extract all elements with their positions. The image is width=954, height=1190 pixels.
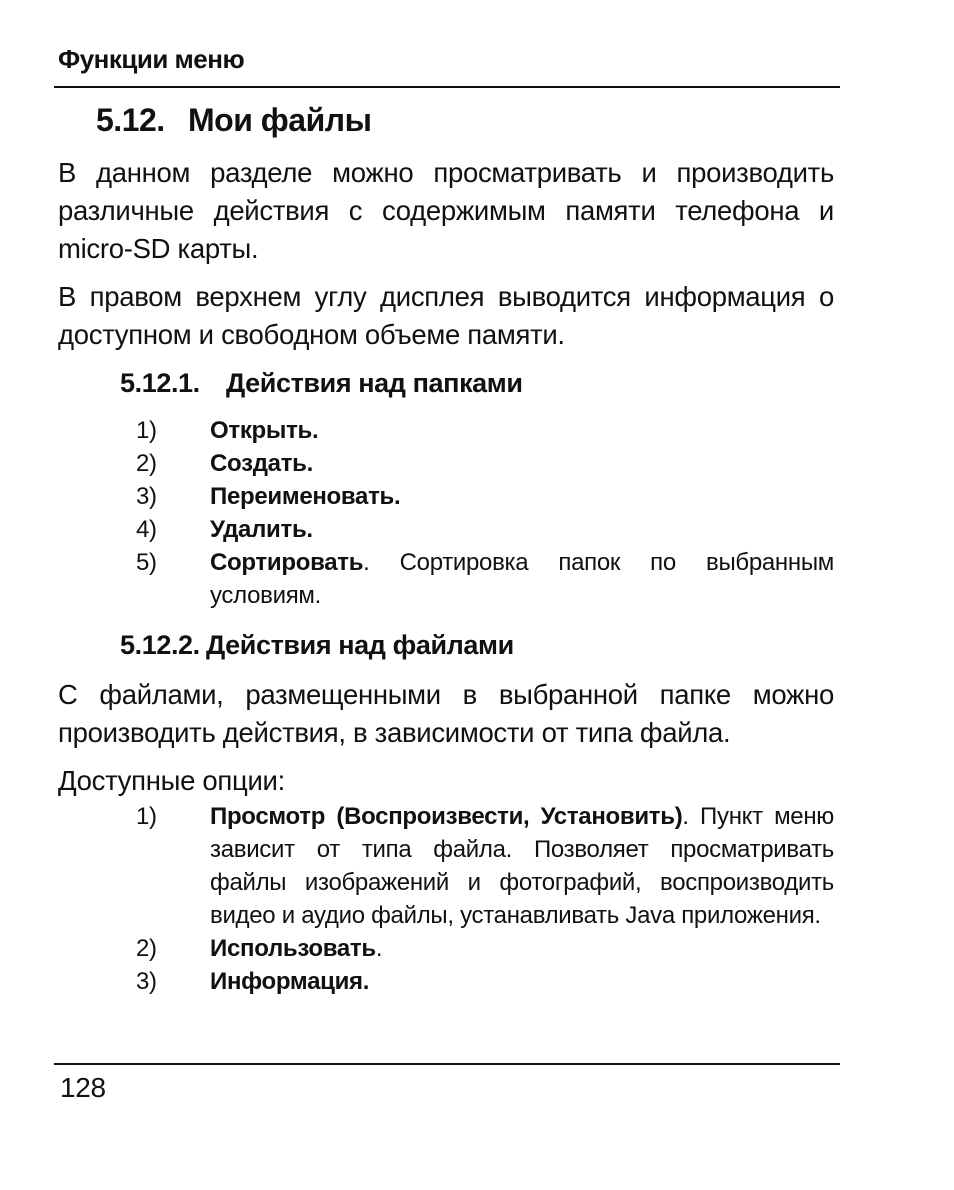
list-item-text: . Сортировка папок по выбранным условиям. bbox=[210, 549, 834, 609]
list-item-label: Открыть. bbox=[210, 417, 319, 444]
list-item-label: Переименовать. bbox=[210, 483, 401, 510]
list-item-body bbox=[210, 800, 834, 932]
list-item bbox=[136, 932, 834, 965]
list-marker: 2) bbox=[136, 935, 157, 962]
list-item bbox=[136, 965, 834, 998]
list-item-label: Использовать bbox=[210, 935, 376, 962]
subsection-2-number: 5.12.2. bbox=[120, 630, 200, 660]
list-marker: 4) bbox=[136, 516, 157, 543]
subsection-2-heading bbox=[120, 630, 514, 661]
subsection-1-heading bbox=[120, 368, 523, 399]
paragraph-text: Доступные опции: bbox=[58, 765, 285, 796]
folder-actions-list bbox=[136, 414, 834, 612]
list-item bbox=[136, 447, 834, 480]
section-paragraph-2 bbox=[58, 278, 834, 354]
subsection-1-title: Действия над папками bbox=[226, 368, 523, 398]
subsection-2-paragraph-2 bbox=[58, 762, 834, 800]
subsection-1-number: 5.12.1. bbox=[120, 368, 200, 398]
section-heading bbox=[96, 102, 371, 139]
list-item bbox=[136, 513, 834, 546]
paragraph-text: В правом верхнем углу дисплея выводится информация о доступном и свободном объеме памяти. bbox=[58, 281, 834, 350]
list-item bbox=[136, 800, 834, 932]
list-marker: 1) bbox=[136, 417, 157, 444]
list-item-label: Просмотр (Воспроизвести, Установить) bbox=[210, 803, 683, 830]
section-paragraph-1 bbox=[58, 154, 834, 268]
list-marker: 1) bbox=[136, 803, 157, 830]
list-marker: 2) bbox=[136, 450, 157, 477]
paragraph-text: С файлами, размещенными в выбранной папке можно производить действия, в зависимости от типа файла. bbox=[58, 679, 834, 748]
section-number: 5.12. bbox=[96, 102, 165, 138]
document-page bbox=[58, 0, 840, 1190]
list-item-text: . Пункт меню зависит от типа файла. Позволяет просматривать файлы изображений и фотографий, воспроизводить видео и аудио файлы, устанавливать Java приложения. bbox=[210, 803, 834, 929]
list-marker: 5) bbox=[136, 549, 157, 576]
section-title: Мои файлы bbox=[188, 102, 372, 138]
list-marker: 3) bbox=[136, 968, 157, 995]
list-item-label: Сортировать bbox=[210, 549, 364, 576]
list-marker: 3) bbox=[136, 483, 157, 510]
running-header: Функции меню bbox=[58, 44, 245, 74]
list-item-label: Информация. bbox=[210, 968, 370, 995]
subsection-2-title: Действия над файлами bbox=[206, 630, 514, 660]
list-item bbox=[136, 546, 834, 612]
footer-divider bbox=[54, 1063, 840, 1065]
list-item-text: . bbox=[375, 935, 383, 962]
page-number: 128 bbox=[60, 1072, 106, 1103]
header-divider bbox=[54, 86, 840, 88]
paragraph-text: В данном разделе можно просматривать и производить различные действия с содержимым памяти телефона и micro-SD карты. bbox=[58, 157, 834, 264]
list-item-label: Создать. bbox=[210, 450, 313, 477]
list-item bbox=[136, 480, 834, 513]
subsection-2-paragraph-1 bbox=[58, 676, 834, 752]
list-item-label: Удалить. bbox=[210, 516, 313, 543]
list-item bbox=[136, 414, 834, 447]
list-item-body bbox=[210, 546, 834, 612]
file-options-list bbox=[136, 800, 834, 998]
